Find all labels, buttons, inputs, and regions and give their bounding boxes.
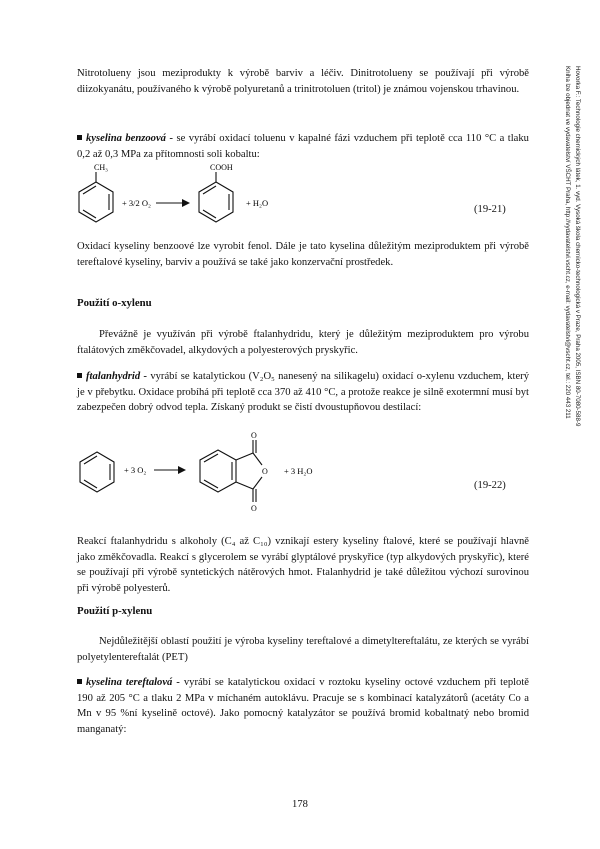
equation-number-19-21: (19-21) bbox=[474, 204, 506, 215]
equation-19-21 bbox=[70, 160, 390, 240]
carbonyl-o-top: O bbox=[251, 431, 257, 440]
paragraph-terephthalic-acid bbox=[77, 675, 529, 737]
cooh-label: COOH bbox=[210, 163, 233, 172]
bullet-square bbox=[77, 679, 82, 684]
ch3-label: CH₃ bbox=[94, 163, 108, 172]
paragraph-benzoic-acid bbox=[77, 131, 529, 162]
toluene-structure bbox=[79, 172, 113, 222]
terephthalic-acid-text: vyrábí se katalytickou oxidací v roztoku kyseliny octové vzduchem při teplotě 190 až 205 °C a tlaku 2 MPa v míchaném autoklávu. Pracuje se s kombinací katalyzátorů (acetáty Co a Mn v 95 %ní kyselině octové). Jako pomocný katalyzátor se používá bromid kobaltnatý nebo bromid manganatý: bbox=[77, 677, 530, 735]
phthalic-anhydride-text: vyrábí se katalytickou (V₂O₅ nanesený na silikagelu) oxidací o-xylenu vzduchem, který je v přebytku. Oxidace probíhá při teplotě cca 370 až 410 °C, a protože reakce je silně exotermní musí byt zabezpečen dobrý odvod tepla. Získaný produkt se čistí dvoustupňovou destilací: bbox=[77, 371, 529, 413]
side-note-line-1: Hovorka F.: Technologie chemických látek, 1. vyd. Vysoká škola chemicko-technologická v Praze, Praha 2005, ISBN 80-7080-588-9 bbox=[574, 66, 581, 427]
reaction-arrow bbox=[156, 199, 190, 207]
product-label: + H₂O bbox=[246, 198, 269, 208]
paragraph-nitrotoluenes: Nitrotolueny jsou meziprodukty k výrobě barviv a léčiv. Dinitrotolueny se používají při výrobě diizokyanátu, používaného k výrobě polyuretanů a trinitrotoluen (tritol) je známou vojenskou trhavinou. bbox=[77, 68, 529, 95]
term-terephthalic-acid: kyselina tereftalová - bbox=[86, 677, 180, 688]
reagent-label: + 3 O₂ bbox=[124, 465, 147, 475]
side-note-text bbox=[562, 66, 582, 626]
benzene-structure bbox=[80, 452, 114, 492]
term-benzoic-acid: kyselina benzoová - bbox=[86, 133, 173, 144]
reagent-label: + 3/2 O₂ bbox=[122, 198, 152, 208]
benzoic-acid-structure bbox=[199, 172, 233, 222]
paragraph-phthalic-uses: Reakcí ftalanhydridu s alkoholy (C₄ až C₁₀) vznikají estery kyseliny ftalové, které se používají hlavně jako změkčovadla. Reakcí s glycerolem se vyrábí glyptálové pryskyřice (typ alkydových pryskyřic), které se používají při výrobě syntetických nátěrových hmot. Ftalanhydrid je také důležitou výchozí surovinou při výrobě polyesterů. bbox=[77, 536, 529, 594]
reaction-arrow bbox=[154, 466, 186, 474]
bullet-square bbox=[77, 135, 82, 140]
paragraph-p-xylene: Nejdůležitější oblastí použití je výroba kyseliny tereftalové a dimetyltereftalátu, ze kterých se vyrábí polyetylentereftalát (PET) bbox=[77, 636, 529, 663]
product-label: + 3 H₂O bbox=[284, 466, 313, 476]
side-note bbox=[560, 66, 582, 626]
ring-oxygen: O bbox=[262, 467, 268, 476]
carbonyl-o-bottom: O bbox=[251, 504, 257, 513]
equation-19-22 bbox=[70, 428, 390, 518]
paragraph-phthalic-anhydride bbox=[77, 369, 529, 416]
heading-p-xylene: Použití p-xylenu bbox=[77, 605, 153, 617]
side-note-line-2: Kniha lze objednat ve vydavatelství VŠCHT Praha, http://vydavatelstvi.vscht.cz, e-mail: vydavatelstvi@vscht.cz, tel.: 220 443 211 bbox=[564, 66, 571, 419]
phthalic-anhydride-structure bbox=[200, 440, 262, 502]
page-number: 178 bbox=[292, 799, 308, 810]
paragraph-o-xylene: Převážně je využíván při výrobě ftalanhydridu, který je důležitým meziproduktem pro výrobu ftalátových změkčovadel, alkydových a polyesterových pryskyřic. bbox=[77, 329, 529, 356]
bullet-square bbox=[77, 373, 82, 378]
term-phthalic-anhydride: ftalanhydrid - bbox=[86, 371, 148, 382]
benzoic-acid-text: se vyrábí oxidací toluenu v kapalné fázi vzduchem při teplotě cca 110 °C a tlaku 0,2 až 0,3 MPa za přítomnosti soli kobaltu: bbox=[77, 133, 529, 160]
equation-number-19-22: (19-22) bbox=[474, 480, 506, 491]
paragraph-benzoic-uses: Oxidací kyseliny benzoové lze vyrobit fenol. Dále je tato kyselina důležitým meziproduktem při výrobě tereftalové kyseliny, barviv a používá se také jako konzervační prostředek. bbox=[77, 241, 529, 268]
heading-o-xylene: Použití o-xylenu bbox=[77, 297, 152, 309]
